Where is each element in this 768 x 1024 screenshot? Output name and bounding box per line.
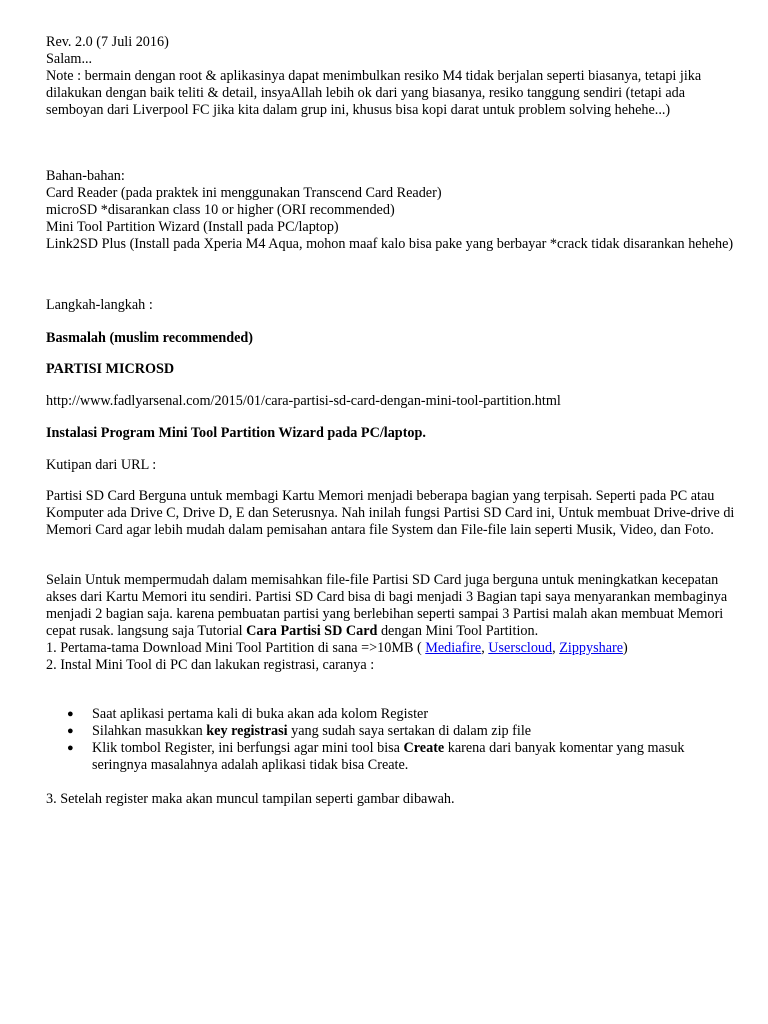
paragraph-2-text-b: dengan Mini Tool Partition. xyxy=(377,623,539,639)
step-1-close: ) xyxy=(623,640,628,656)
step-2: 2. Instal Mini Tool di PC dan lakukan registrasi, caranya : xyxy=(46,657,375,673)
revision-line: Rev. 2.0 (7 Juli 2016) xyxy=(46,34,169,50)
material-item: Card Reader (pada praktek ini menggunakan Transcend Card Reader) xyxy=(46,185,442,201)
registration-bullet-list xyxy=(46,706,736,774)
paragraph-2-bold: Cara Partisi SD Card xyxy=(246,623,378,639)
userscloud-link[interactable]: Userscloud xyxy=(488,640,553,656)
list-item xyxy=(46,723,736,740)
step-1-text: 1. Pertama-tama Download Mini Tool Partition di sana =>10MB ( xyxy=(46,640,426,656)
bullet-3-text-a: Klik tombol Register, ini berfungsi agar mini tool bisa xyxy=(92,740,404,756)
paragraph-1: Partisi SD Card Berguna untuk membagi Kartu Memori menjadi beberapa bagian yang terpisah. Seperti pada PC atau Komputer ada Drive C, Drive D, E dan Seterusnya. Nah inilah fungsi Partisi SD Card ini, Untuk membuat Drive-drive di Memori Card agar lebih mudah dalam pemisahan antara file System dan File-file lain seperti Musik, Video, dan Foto. xyxy=(46,488,735,538)
partition-heading xyxy=(46,361,736,378)
bullet-3-text-b: karena dari banyak komentar yang masuk seringnya masalahnya adalah aplikasi tidak bisa Create. xyxy=(92,740,685,773)
materials-section xyxy=(46,168,736,253)
quote-label: Kutipan dari URL : xyxy=(46,457,157,473)
source-url: http://www.fadlyarsenal.com/2015/01/cara-partisi-sd-card-dengan-mini-tool-partition.html xyxy=(46,393,561,409)
material-item: Link2SD Plus (Install pada Xperia M4 Aqua, mohon maaf kalo bisa pake yang berbayar *crack tidak disarankan hehehe) xyxy=(46,236,734,252)
link-separator: , xyxy=(552,640,560,656)
steps-heading: Langkah-langkah : xyxy=(46,297,153,313)
list-item xyxy=(46,740,736,774)
section-steps xyxy=(46,572,736,674)
note-paragraph: Note : bermain dengan root & aplikasinya dapat menimbulkan resiko M4 tidak berjalan seperti biasanya, tetapi jika dilakukan dengan baik teliti & detail, insyaAllah lebih ok dari yang biasanya, resiko tanggung sendiri (tetapi ada semboyan dari Liverpool FC jika kita dalam grup ini, khusus bisa kopi darat untuk problem solving hehehe...) xyxy=(46,68,702,118)
intro-section xyxy=(46,34,736,119)
paragraph-2 xyxy=(46,572,736,640)
bullet-1-text: Saat aplikasi pertama kali di buka akan ada kolom Register xyxy=(92,706,429,722)
step-3: 3. Setelah register maka akan muncul tampilan seperti gambar dibawah. xyxy=(46,791,455,807)
zippyshare-link[interactable]: Zippyshare xyxy=(559,640,624,656)
bullet-3-bold: Create xyxy=(403,740,445,756)
material-item: microSD *disarankan class 10 or higher (ORI recommended) xyxy=(46,202,395,218)
mediafire-link[interactable]: Mediafire xyxy=(425,640,482,656)
material-item: Mini Tool Partition Wizard (Install pada PC/laptop) xyxy=(46,219,339,235)
partition-heading-text: PARTISI MICROSD xyxy=(46,361,175,377)
list-item xyxy=(46,706,736,723)
bullet-icon: ● xyxy=(67,725,74,737)
bullet-2-text-a: Silahkan masukkan xyxy=(92,723,207,739)
link-separator: , xyxy=(481,640,489,656)
bullet-2-bold: key registrasi xyxy=(206,723,288,739)
basmalah-text: Basmalah (muslim recommended) xyxy=(46,330,254,346)
bullet-2-text-b: yang sudah saya sertakan di dalam zip file xyxy=(287,723,532,739)
greeting: Salam... xyxy=(46,51,93,67)
bullet-icon: ● xyxy=(67,708,74,720)
install-heading xyxy=(46,425,736,442)
paragraph-2-text-a: Selain Untuk mempermudah dalam memisahkan file-file Partisi SD Card juga berguna untuk meningkatkan kecepatan akses dari Kartu Memori itu sendiri. Partisi SD Card bisa di bagi menjadi 3 Bagian tapi saya menyarankan membaginya menjadi 2 bagian saja. karena pembuatan partisi yang berlebihan seperti sampai 3 Partisi malah akan membuat Memori cepat rusak. langsung saja Tutorial xyxy=(46,572,728,639)
step-1 xyxy=(46,640,736,657)
materials-heading: Bahan-bahan: xyxy=(46,168,125,184)
install-heading-text: Instalasi Program Mini Tool Partition Wizard pada PC/laptop. xyxy=(46,425,426,441)
bullet-icon: ● xyxy=(67,742,74,754)
basmalah-heading xyxy=(46,330,736,347)
